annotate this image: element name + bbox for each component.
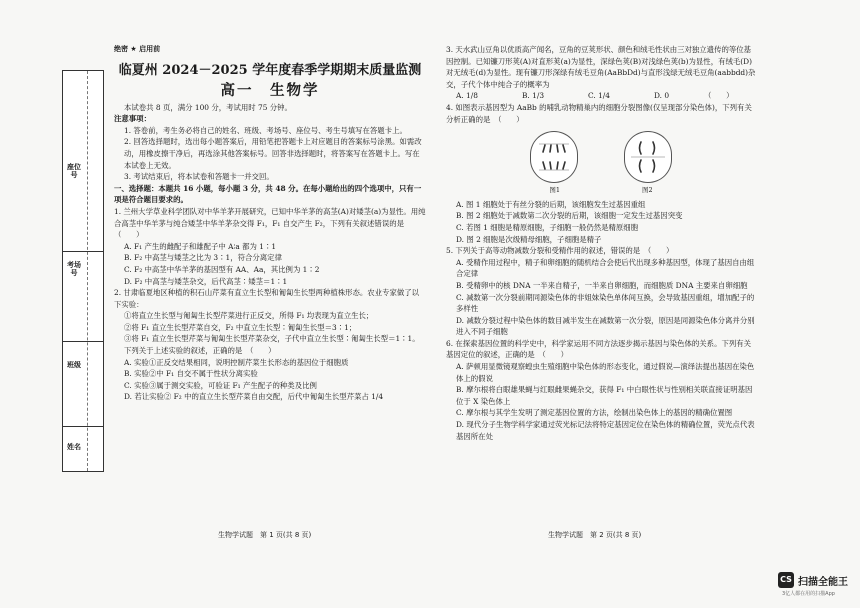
name-label: 姓名 bbox=[67, 443, 81, 451]
answer-paren: （ ） bbox=[249, 346, 276, 356]
option: D. 若让实验② F₂ 中的直立生长型芹菜自由交配，后代中匍匐生长型芹菜占 1/4 bbox=[124, 392, 384, 402]
option: C. 实验③属于测交实验，可验证 F₁ 产生配子的种类及比例 bbox=[124, 380, 317, 390]
cell-figure-1 bbox=[530, 131, 578, 183]
option: C. 1/4 bbox=[588, 91, 610, 101]
question-5 bbox=[446, 245, 756, 338]
option: C. 若图 1 细胞是精原细胞，子细胞一般仍然是精原细胞 bbox=[456, 222, 639, 232]
option: C. F₂ 中高茎中华羊茅的基因型有 AA、Aa，其比例为 1∶2 bbox=[124, 264, 320, 274]
binding-divider bbox=[63, 426, 103, 427]
answer-paren: （ ） bbox=[542, 350, 568, 360]
note-item: 2. 回答选择题时，选出每小题答案后，用铅笔把答题卡上对应题目的答案标号涂黑。如需改动，用橡皮擦干净后，再选涂其他答案标号。回答非选择题时，将答案写在答题卡上。写在本试卷上无效。 bbox=[124, 137, 422, 170]
option: D. 减数分裂过程中染色体的数目减半发生在减数第一次分裂，原因是同源染色体分离并分别进入不同子细胞 bbox=[456, 315, 755, 337]
figure-labels bbox=[446, 185, 756, 197]
experiment-item: ②将 F₁ 直立生长型芹菜自交，F₂ 中直立生长型∶匍匐生长型＝3∶1； bbox=[124, 322, 357, 332]
option: A. 受精作用过程中，精子和卵细胞的随机结合会使后代出现多种基因型，体现了基因自由组合定律 bbox=[456, 257, 755, 279]
binding-divider bbox=[63, 251, 103, 252]
option: A. 实验①正反交结果相同，说明控制芹菜生长形态的基因位于细胞质 bbox=[124, 357, 349, 367]
option: D. 图 2 细胞是次级精母细胞，子细胞是精子 bbox=[456, 234, 602, 244]
exam-title: 临夏州 2024－2025 学年度春季学期期末质量监测 bbox=[118, 62, 422, 78]
cell-figures bbox=[446, 131, 756, 183]
secret-mark: 绝密 ★ 启用前 bbox=[114, 45, 161, 53]
question-stem: 3. 天水武山豆角以优质高产闻名，豆角的豆荚形状、颜色和绒毛性状由三对独立遗传的等位基因控制。已知镰刀形荚(A)对直形荚(a)为显性，深绿色荚(B)对浅绿色荚(b)为显性，有绒毛(D)对无绒毛(d)为显性。现有镰刀形深绿有绒毛豆角(AaBbDd)与直形浅绿无绒毛豆角(aabbdd)杂交，子代个体中纯合子的概率为 bbox=[446, 45, 756, 89]
option: B. 图 2 细胞处于减数第二次分裂的后期，该细胞一定发生过基因突变 bbox=[456, 211, 683, 221]
exam-room-label: 考场号 bbox=[67, 261, 81, 277]
watermark-tagline: 3亿人都在用的扫描App bbox=[782, 591, 835, 597]
binding-strip bbox=[62, 70, 104, 472]
seat-label: 座位号 bbox=[67, 163, 81, 179]
option: B. 摩尔根将白眼雄果蝇与红眼雌果蝇杂交，获得 F₁ 中白眼性状与性别相关联直接证明基因位于 X 染色体上 bbox=[456, 385, 753, 406]
answer-paren: （ ） bbox=[497, 114, 524, 124]
option: D. F₂ 中高茎与矮茎杂交，后代高茎∶矮茎＝1∶1 bbox=[124, 276, 288, 286]
option: B. 1/3 bbox=[522, 91, 545, 101]
option: A. 萨顿用显微镜观察蝗虫生殖细胞中染色体的形态变化，通过假说—演绎法提出基因在染色体上的假说 bbox=[456, 362, 755, 383]
class-label: 班级 bbox=[67, 361, 81, 369]
answer-paren: （ ） bbox=[114, 230, 144, 240]
camscanner-logo-icon: CS bbox=[778, 572, 794, 588]
option: B. F₂ 中高茎与矮茎之比为 3∶1，符合分离定律 bbox=[124, 253, 282, 263]
watermark-name: 扫描全能王 bbox=[798, 576, 848, 588]
question-3 bbox=[446, 44, 756, 102]
question-1 bbox=[114, 206, 426, 287]
question-4 bbox=[446, 102, 756, 245]
question-stem: 4. 如图表示基因型为 AaBb 的哺乳动物精巢内的细胞分裂图像(仅呈现部分染色体)，下列有关分析正确的是 （ ） bbox=[446, 102, 752, 124]
option: B. 受精卵中的核 DNA 一半来自精子，一半来自卵细胞，而细胞质 DNA 主要来自卵细胞 bbox=[456, 280, 748, 290]
footer-page-2: 生物学试题 第 2 页(共 8 页) bbox=[548, 531, 642, 539]
option: A. F₁ 产生的雌配子和雄配子中 A∶a 都为 1∶1 bbox=[124, 241, 277, 251]
scanner-watermark bbox=[778, 572, 848, 588]
experiment-item: ③将 F₁ 直立生长型芹菜与匍匐生长型芹菜杂交，子代中直立生长型∶匍匐生长型＝1∶1。 bbox=[124, 334, 420, 344]
cell-figure-2 bbox=[624, 131, 672, 183]
question-2 bbox=[114, 287, 426, 403]
option: D. 0 bbox=[654, 91, 670, 101]
figure-2-label: 图2 bbox=[642, 186, 653, 195]
note-item: 3. 考试结束后，将本试卷和答题卡一并交回。 bbox=[124, 172, 274, 182]
option: D. 现代分子生物学科学家通过荧光标记法将特定基因定位在染色体的精确位置，荧光点代表基因所在处 bbox=[456, 420, 755, 441]
binding-dashed-line bbox=[87, 71, 88, 471]
binding-divider bbox=[63, 341, 103, 342]
option: A. 图 1 细胞处于有丝分裂的后期，该细胞发生过基因重组 bbox=[456, 199, 646, 209]
page-1-column bbox=[114, 44, 426, 403]
section-heading: 一、选择题：本题共 16 小题，每小题 3 分，共 48 分。在每小题给出的四个选项中，只有一项是符合题目要求的。 bbox=[114, 183, 422, 205]
figure-1-label: 图1 bbox=[549, 186, 560, 195]
exam-info: 本试卷共 8 页，满分 100 分，考试用时 75 分钟。 bbox=[124, 102, 292, 112]
answer-paren: （ ） bbox=[704, 91, 734, 101]
option: C. 摩尔根与其学生发明了测定基因位置的方法，绘制出染色体上的基因的精确位置图 bbox=[456, 408, 733, 418]
question-stem: 6. 在探索基因位置的科学史中，科学家运用不同方法逐步揭示基因与染色体的关系。下列有关基因定位的叙述，正确的是 （ ） bbox=[446, 338, 752, 360]
option: C. 减数第一次分裂前期同源染色体的非姐妹染色单体间互换，会导致基因重组，增加配子的多样性 bbox=[456, 292, 755, 314]
answer-paren: （ ） bbox=[647, 246, 674, 256]
footer-page-1: 生物学试题 第 1 页(共 8 页) bbox=[218, 531, 312, 539]
question-prompt: 下列关于上述实验的叙述，正确的是 （ ） bbox=[124, 346, 276, 356]
experiment-item: ①将直立生长型与匍匐生长型芹菜进行正反交，所得 F₁ 均表现为直立生长； bbox=[124, 311, 374, 321]
question-stem: 1. 兰州大学草业科学团队对中华羊茅开展研究，已知中华羊茅的高茎(A)对矮茎(a)为显性。用纯合高茎中华羊茅与纯合矮茎中华羊茅杂交得 F₁，F₁ 自交产生 F₂，下列有关叙述错误的是 （ ） bbox=[114, 206, 426, 240]
question-6 bbox=[446, 338, 756, 442]
notes-heading: 注意事项： bbox=[114, 114, 151, 124]
exam-subject: 高一 生物学 bbox=[220, 81, 320, 99]
options-row bbox=[446, 90, 756, 102]
note-item: 1. 答卷前，考生务必将自己的姓名、班级、考场号、座位号、考生号填写在答题卡上。 bbox=[124, 125, 407, 135]
option: A. 1/8 bbox=[456, 91, 478, 101]
question-stem: 5. 下列关于高等动物减数分裂和受精作用的叙述，错误的是 （ ） bbox=[446, 246, 674, 256]
option: B. 实验②中 F₁ 自交不属于性状分离实验 bbox=[124, 369, 258, 379]
question-stem: 2. 甘肃临夏地区种植的积石山芹菜有直立生长型和匍匐生长型两种植株形态。农业专家做了以下实验： bbox=[114, 288, 420, 309]
page-2-column bbox=[446, 44, 756, 442]
